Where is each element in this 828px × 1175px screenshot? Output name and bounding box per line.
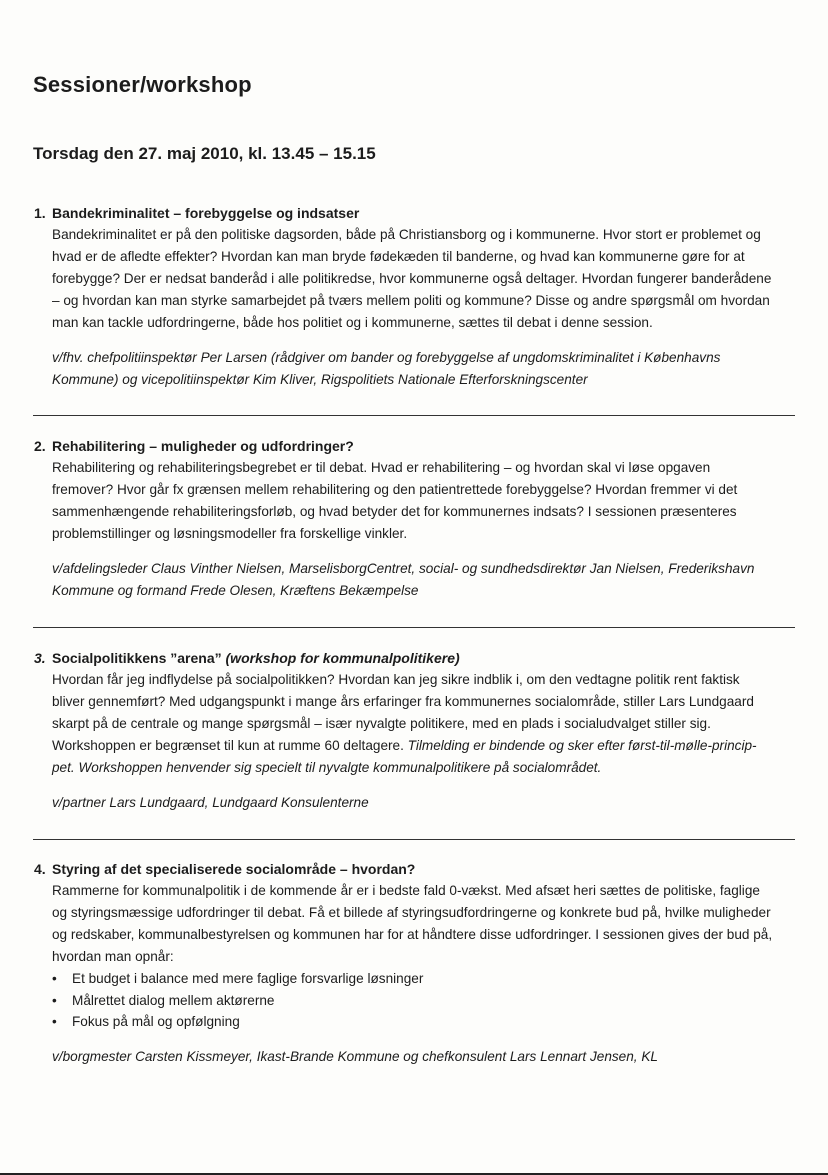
divider [33, 627, 795, 628]
session-description-line [52, 946, 804, 968]
session-item [34, 435, 804, 602]
session-number: 4. [34, 861, 46, 877]
session-description-line [52, 290, 804, 312]
session-description-line [52, 691, 804, 713]
description-text: man kan tackle udfordringerne, både hos politiet og i kommunerne, sættes til debat i denne session. [52, 315, 653, 330]
session-number: 3. [34, 650, 46, 666]
bullet-text: Et budget i balance med mere faglige forsvarlige løsninger [72, 971, 424, 986]
page-title: Sessioner/workshop [33, 72, 252, 97]
description-text: hvordan man opnår: [52, 949, 174, 964]
description-text: sammenhængende rehabiliteringsforløb, og hvad betyder det for kommunernes indsats? I sessionen præsenteres [52, 504, 737, 519]
session-description-line [52, 224, 804, 246]
session-heading-text: Rehabilitering – muligheder og udfordringer? [52, 438, 354, 454]
description-text: Workshoppen er begrænset til kun at rumme 60 deltagere. [52, 738, 408, 753]
session-description-line [52, 501, 804, 523]
session-item [34, 647, 804, 814]
bullet-icon: • [52, 971, 57, 986]
session-speakers: v/fhv. chefpolitiinspektør Per Larsen (rådgiver om bander og forebyggelse af ungdomskriminalitet i Københavns [52, 350, 721, 365]
session-description-line [52, 713, 804, 735]
description-text: Hvordan får jeg indflydelse på socialpolitikken? Hvordan kan jeg sikre indblik i, om den vedtagne politik rent faktisk [52, 672, 740, 687]
session-speakers: Kommune og formand Frede Olesen, Kræftens Bekæmpelse [52, 583, 419, 598]
description-text: Rehabilitering og rehabiliteringsbegrebet er til debat. Hvad er rehabilitering – og hvordan skal vi løse opgaven [52, 460, 711, 475]
session-description-line [52, 523, 804, 545]
description-text: og redskaber, kommunalbestyrelsen og kommunen har for at håndtere disse udfordringer. I sessionen gives der bud på, [52, 927, 773, 942]
session-description-line [52, 924, 804, 946]
session-heading [52, 435, 804, 457]
description-text: Bandekriminalitet er på den politiske dagsorden, både på Christiansborg og i kommunerne. Hvor stort er problemet og [52, 227, 761, 242]
session-description-line [52, 669, 804, 691]
description-text: skarpt på de centrale og mange spørgsmål – især nyvalgte politikere, med en plads i socialudvalget stiller sig. [52, 716, 711, 731]
session-heading-text: Socialpolitikkens ”arena” [52, 650, 226, 666]
bullet-text: Målrettet dialog mellem aktørerne [72, 992, 275, 1008]
bullet-item [52, 968, 804, 990]
session-heading-note: (workshop for kommunalpolitikere) [225, 650, 460, 666]
session-number: 2. [34, 438, 46, 454]
bullet-icon: • [52, 992, 57, 1008]
session-heading-text: Styring af det specialiserede socialområde – hvordan? [52, 861, 416, 877]
session-description-line [52, 735, 804, 757]
session-description-line [52, 479, 804, 501]
session-description-line [52, 457, 804, 479]
description-text: – og hvordan kan man styrke samarbejdet på tværs mellem politi og kommune? Disse og andre spørgsmål om hvordan [52, 293, 770, 308]
description-text: bliver gennemført? Med udgangspunkt i mange års erfaringer fra kommunernes socialområde, stiller Lars Lundgaard [52, 694, 754, 709]
session-description-line [52, 757, 804, 779]
divider [33, 839, 795, 840]
description-italic-text: pet. Workshoppen henvender sig specielt til nyvalgte kommunalpolitikere på socialområdet. [52, 760, 602, 775]
session-item [34, 202, 804, 391]
session-heading-text: Bandekriminalitet – forebyggelse og indsatser [52, 205, 360, 221]
session-description-line [52, 880, 804, 902]
session-description-line [52, 246, 804, 268]
session-number: 1. [34, 205, 46, 221]
description-text: og styringsmæssige udfordringer til debat. Få et billede af styringsudfordringerne og konkrete bud på, hvilke muligheder [52, 905, 771, 920]
bullet-item [52, 1011, 804, 1033]
session-heading [52, 858, 804, 880]
description-text: fremover? Hvor går fx grænsen mellem rehabilitering og den patientrettede forebyggelse? Hvordan fremmer vi det [52, 482, 738, 497]
description-text: forebygge? Der er nedsat banderåd i alle politikredse, hvor kommunerne også deltager. Hvordan fungerer banderådene [52, 271, 772, 286]
divider [33, 415, 795, 416]
session-date: Torsdag den 27. maj 2010, kl. 13.45 – 15.15 [33, 144, 376, 163]
session-item [34, 858, 804, 1068]
session-description-line [52, 312, 804, 334]
session-speakers: Kommune) og vicepolitiinspektør Kim Kliver, Rigspolitiets Nationale Efterforskningscenter [52, 372, 588, 387]
session-description-line [52, 902, 804, 924]
session-heading [52, 647, 804, 669]
session-heading [52, 202, 804, 224]
bullet-item [52, 990, 804, 1012]
bullet-text: Fokus på mål og opfølgning [72, 1014, 240, 1029]
bullet-icon: • [52, 1014, 57, 1029]
description-italic-text: Tilmelding er bindende og sker efter først-til-mølle-princip- [407, 738, 757, 753]
description-text: hvad er de afledte effekter? Hvordan kan man bryde fødekæden til banderne, og hvad kan kommunerne gøre for at [52, 249, 745, 264]
session-speakers: v/afdelingsleder Claus Vinther Nielsen, MarselisborgCentret, social- og sundhedsdirektør Jan Nielsen, Frederikshavn [52, 561, 755, 576]
description-text: Rammerne for kommunalpolitik i de kommende år er i bedste fald 0-vækst. Med afsæt heri sættes de politiske, faglige [52, 883, 760, 898]
session-description-line [52, 268, 804, 290]
session-speakers: v/borgmester Carsten Kissmeyer, Ikast-Brande Kommune og chefkonsulent Lars Lennart Jensen, KL [52, 1048, 658, 1064]
description-text: problemstillinger og løsningsmodeller fra forskellige vinkler. [52, 526, 408, 541]
session-speakers: v/partner Lars Lundgaard, Lundgaard Konsulenterne [52, 795, 369, 810]
